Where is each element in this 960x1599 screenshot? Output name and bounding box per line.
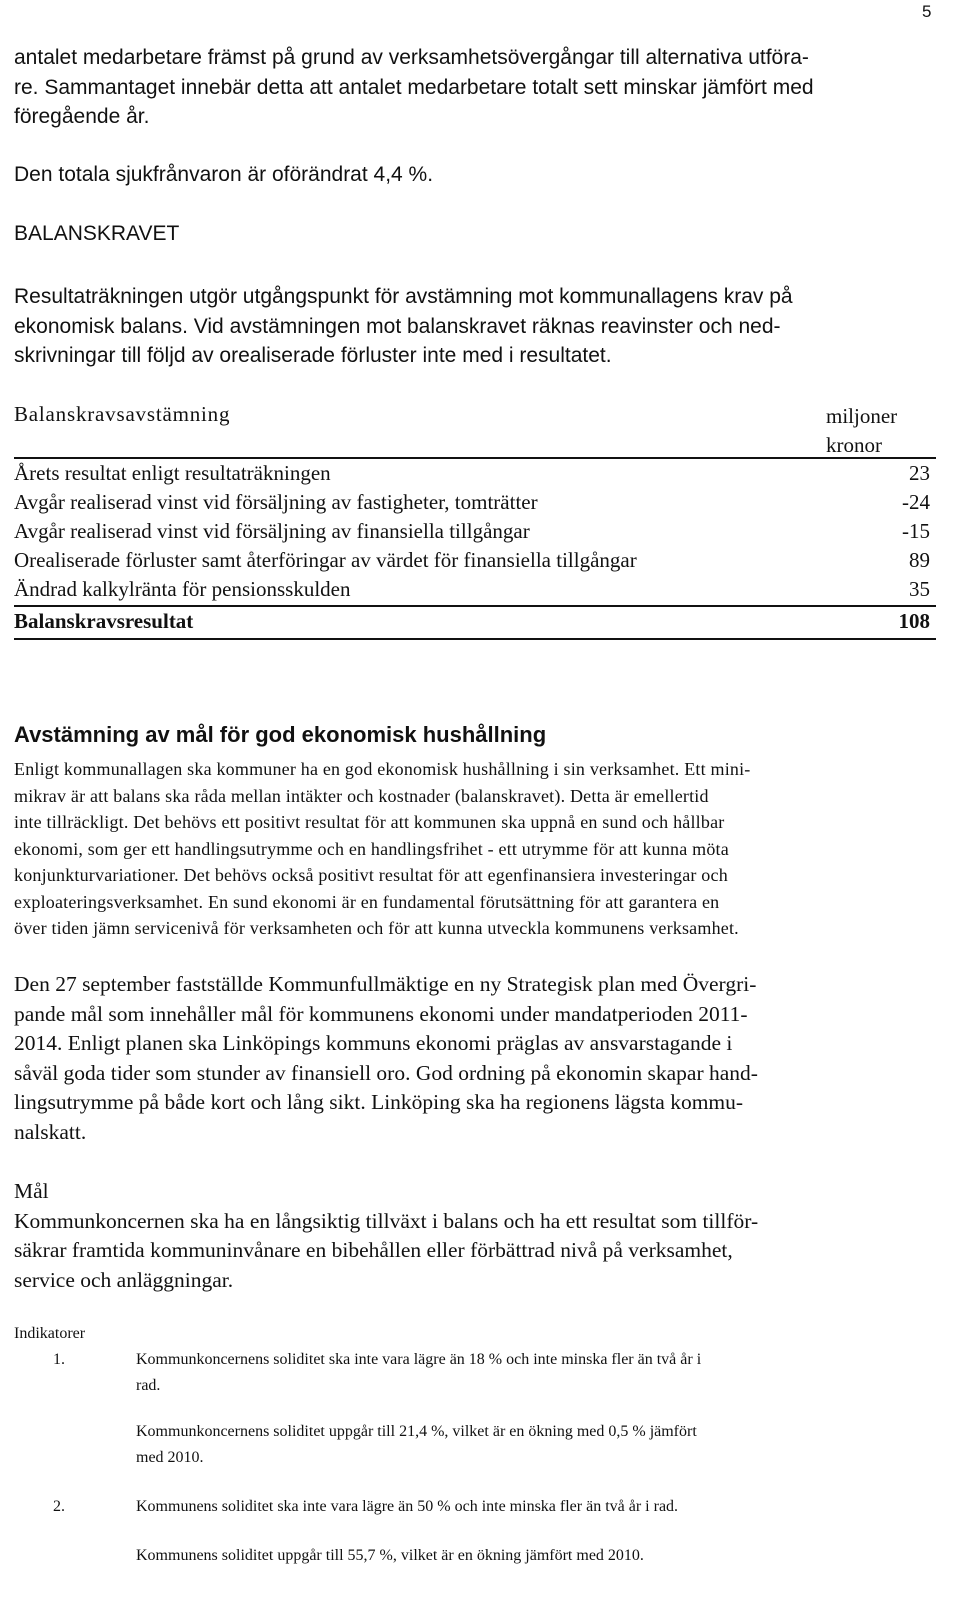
text-line: Kommunens soliditet uppgår till 55,7 %, vilket är en ökning jämfört med 2010. [136, 1547, 644, 1564]
item-number: 1. [53, 1351, 65, 1368]
text-line: Kommunkoncernen ska ha en långsiktig tillväxt i balans och ha ett resultat som tillför- [14, 1208, 759, 1233]
page-number: 5 [922, 2, 932, 21]
row-label: Avgår realiserad vinst vid försäljning av finansiella tillgångar [14, 519, 530, 543]
sick-leave-paragraph [14, 160, 914, 190]
row-label: Årets resultat enligt resultaträkningen [14, 461, 331, 485]
indicators-title: Indikatorer [14, 1325, 86, 1342]
unit-line: miljoner [826, 404, 898, 428]
balance-heading [14, 219, 914, 249]
text-line: lingsutrymme på både kort och lång sikt. Linköping ska ha regionens lägsta kommu- [14, 1090, 744, 1114]
text-line: Den totala sjukfrånvaron är oförändrat 4,4 %. [14, 163, 434, 186]
text-line: nalskatt. [14, 1119, 87, 1144]
indicator-text [136, 1494, 906, 1520]
strategic-plan-paragraph [14, 970, 934, 1147]
text-line: Resultaträkningen utgör utgångspunkt för avstämning mot kommunallagens krav på [14, 285, 793, 308]
row-value: 23 [909, 461, 930, 485]
unit-line: kronor [826, 433, 882, 457]
indicator-text [136, 1347, 906, 1399]
row-value: 89 [909, 548, 930, 572]
text-line: re. Sammantaget innebär detta att antalet medarbetare totalt sett minskar jämfört med [14, 75, 814, 99]
row-label: Avgår realiserad vinst vid försäljning av fastigheter, tomträtter [14, 490, 538, 514]
row-label: Ändrad kalkylränta för pensionsskulden [14, 577, 351, 601]
section-heading: BALANSKRAVET [14, 222, 180, 245]
text-line: Enligt kommunallagen ska kommuner ha en god ekonomisk hushållning i sin verksamhet. Ett mini- [14, 759, 751, 779]
indicator-result-text [136, 1419, 906, 1471]
text-line: såväl goda tider som stunder av finansiell oro. God ordning på ekonomin skapar hand- [14, 1060, 758, 1085]
text-line: med 2010. [136, 1449, 204, 1466]
text-line: Kommunkoncernens soliditet uppgår till 21,4 %, vilket är en ökning med 0,5 % jämfört [136, 1423, 697, 1440]
table-header [14, 402, 934, 462]
text-line: Kommunkoncernens soliditet ska inte vara lägre än 18 % och inte minska fler än två år i [136, 1351, 702, 1368]
row-value: -15 [902, 519, 930, 543]
text-line: exploateringsverksamhet. En sund ekonomi är en fundamental förutsättning för att garantera en [14, 891, 720, 912]
table-total-row [14, 607, 930, 636]
row-label: Orealiserade förluster samt återföringar av värdet för finansiella tillgångar [14, 548, 637, 572]
row-value: 35 [909, 577, 930, 601]
balance-paragraph [14, 282, 914, 371]
total-label: Balanskravsresultat [14, 609, 194, 633]
text-line: pande mål som innehåller mål för kommunens ekonomi under mandatperioden 2011- [14, 1001, 748, 1026]
god-hushallning-paragraph [14, 756, 934, 942]
text-line: Den 27 september fastställde Kommunfullmäktige en ny Strategisk plan med Övergri- [14, 972, 757, 996]
text-line: konjunkturvariationer. Det behövs också positivt resultat för att egenfinansiera investeringar och [14, 865, 728, 885]
table-row [14, 488, 930, 517]
text-line: inte tillräckligt. Det behövs ett positivt resultat för att kommunen ska uppnå en sund och hållbar [14, 812, 725, 832]
text-line: föregående år. [14, 105, 150, 128]
text-line: ekonomi, som ger ett handlingsutrymme och en handlingsfrihet - ett utrymme för att kunna möta [14, 838, 729, 859]
indicator-result-text [136, 1543, 906, 1569]
text-line: ekonomisk balans. Vid avstämningen mot balanskravet räknas reavinster och ned- [14, 314, 781, 338]
text-line: över tiden jämn servicenivå för verksamheten och för att kunna utveckla kommunens verksamhet. [14, 918, 739, 938]
text-line: Kommunens soliditet ska inte vara lägre än 50 % och inte minska fler än två år i rad. [136, 1498, 679, 1515]
table-title: Balanskravsavstämning [14, 402, 231, 426]
intro-paragraph [14, 43, 914, 132]
text-line: mikrav är att balans ska råda mellan intäkter och kostnader (balanskravet). Detta är emellertid [14, 785, 709, 806]
table-row [14, 517, 930, 546]
text-line: skrivningar till följd av orealiserade förluster inte med i resultatet. [14, 344, 612, 367]
table-row [14, 546, 930, 575]
item-number: 2. [53, 1498, 65, 1515]
table-unit [826, 402, 897, 460]
total-value: 108 [898, 609, 930, 633]
row-value: -24 [902, 490, 930, 514]
text-line: rad. [136, 1377, 161, 1394]
table-rule-bottom [14, 638, 936, 640]
table-row [14, 575, 930, 604]
goal-section [14, 1177, 934, 1295]
text-line: service och anläggningar. [14, 1267, 234, 1292]
section-heading: Avstämning av mål för god ekonomisk hushållning [14, 722, 547, 747]
text-line: säkrar framtida kommuninvånare en bibehållen eller förbättrad nivå på verksamhet, [14, 1238, 733, 1262]
table-row [14, 459, 930, 488]
text-line: antalet medarbetare främst på grund av verksamhetsövergångar till alternativa utföra- [14, 46, 809, 69]
text-line: 2014. Enligt planen ska Linköpings kommuns ekonomi präglas av ansvarstagande i [14, 1031, 733, 1055]
goal-heading: Mål [14, 1179, 49, 1203]
